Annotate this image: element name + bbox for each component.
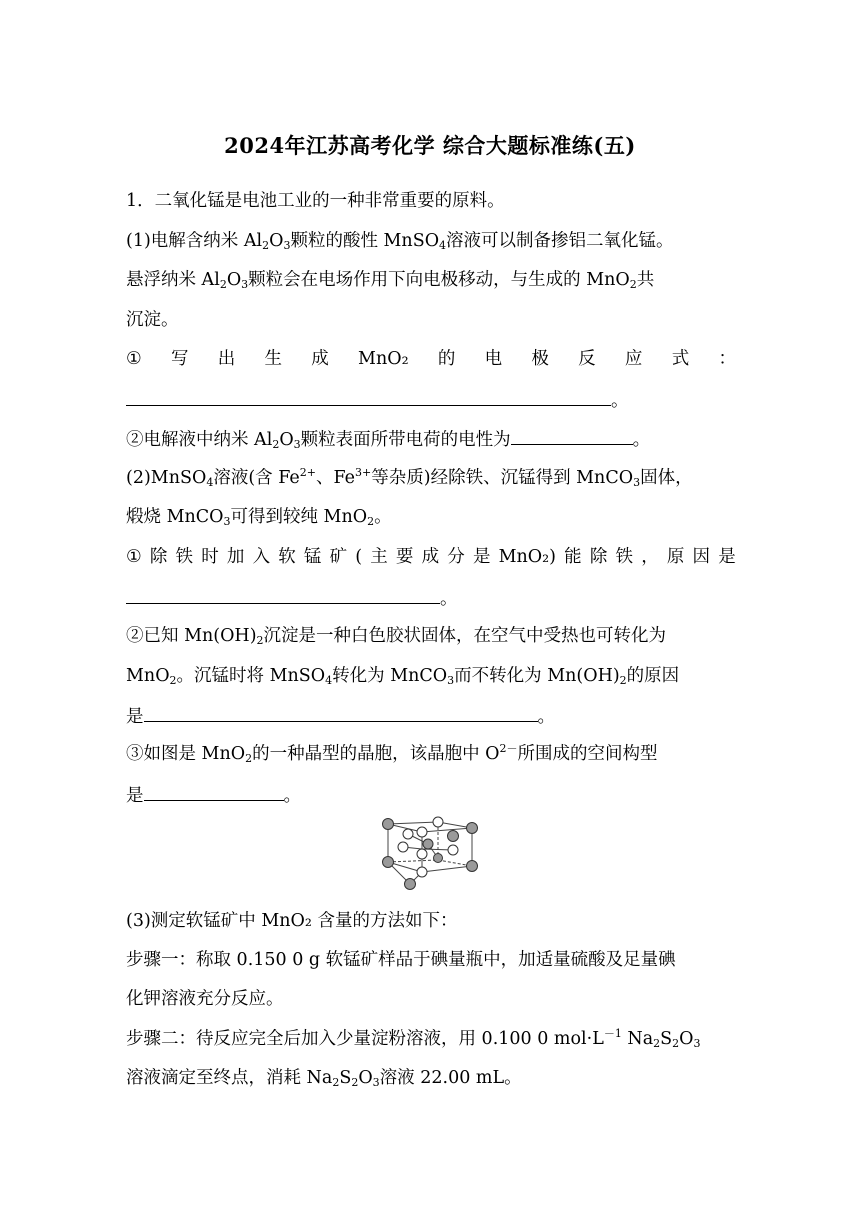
prompt-char: 电: [484, 349, 503, 369]
paragraph-suspension: 悬浮纳米 $Al_2O_3$颗粒会在电场作用下向电极移动，与生成的 MnO$_2$共: [126, 270, 655, 291]
answer-blank[interactable]: [511, 426, 633, 445]
prompt-char: 入: [252, 547, 271, 567]
prompt-char: ①: [126, 349, 142, 369]
o-atom: [398, 842, 408, 852]
prompt-char: 加: [226, 547, 245, 567]
prompt-char: 铁: [615, 547, 634, 567]
prompt-char: 极: [531, 349, 549, 369]
prompt-char: 的: [437, 349, 456, 369]
prompt-char: 时: [201, 547, 219, 567]
prompt-char: 软: [278, 547, 296, 567]
prompt-char: 生: [264, 349, 282, 369]
o-atom: [448, 845, 458, 855]
step-1: 步骤一：称取 0.150 0 g 软锰矿样品于碘量瓶中，加适量硫酸及足量碘: [126, 950, 676, 970]
question-1-2: ②电解液中纳米 $Al_2O_3$颗粒表面所带电荷的电性为 。: [126, 426, 736, 452]
prompt-char: 锰: [303, 547, 322, 567]
answer-blank[interactable]: [126, 585, 440, 604]
prompt-char: 矿: [329, 547, 348, 567]
prompt-char: 除: [149, 547, 168, 567]
o-atom: [417, 827, 427, 837]
question-1-1-prompt: [126, 347, 736, 371]
question-2-1-prompt: [126, 545, 736, 569]
prompt-char: MnO₂): [498, 547, 556, 567]
prompt-char: ①: [126, 547, 142, 567]
mn-atom: [467, 823, 478, 834]
step-2-cont: 溶液滴定至终点，消耗 $Na_2S_2O_3$溶液 22.00 mL。: [126, 1068, 522, 1089]
prompt-char: 因: [692, 547, 711, 567]
prompt-char: 铁: [175, 547, 194, 567]
question-3-intro: (3)测定软锰矿中 MnO₂ 含量的方法如下：: [126, 911, 458, 931]
prompt-char: 是: [472, 547, 491, 567]
question-2-2-cont: MnO$_2$。沉锰时将 MnSO$_4$转化为 MnCO$_3$而不转化为 $Mn(OH)_2$的原因: [126, 666, 680, 687]
answer-line-1-1: 。: [126, 387, 736, 413]
o-atom: [433, 817, 443, 827]
step-2: 步骤二：待反应完全后加入少量淀粉溶液，用 0.100 0 $mol\cdot L^{-1}$ $Na_2S_2O_3$: [126, 1027, 701, 1050]
answer-line-2-2: 是 。: [126, 703, 736, 729]
prompt-char: 除: [589, 547, 608, 567]
answer-line-2-1: 。: [126, 585, 736, 611]
mn-atom: [448, 831, 459, 842]
answer-line-2-3: 是 。: [126, 782, 736, 808]
prompt-char: 应: [624, 349, 643, 369]
paragraph-electrolysis: (1)电解含纳米 $Al_2O_3$颗粒的酸性 MnSO$_4$溶液可以制备掺铝二氧化锰。: [126, 231, 674, 252]
prompt-char: 分: [447, 547, 465, 567]
prompt-char: 是: [718, 547, 736, 567]
prompt-char: 能: [564, 547, 582, 567]
o-atom: [403, 829, 413, 839]
prompt-char: 出: [217, 349, 236, 369]
prompt-char: (: [355, 547, 363, 567]
step-1-cont: 化钾溶液充分反应。: [126, 989, 284, 1009]
answer-blank[interactable]: [144, 782, 284, 801]
prompt-char: 反: [578, 349, 596, 369]
answer-blank[interactable]: [144, 703, 538, 722]
paragraph-2-intro: (2)MnSO$_4$溶液(含 $Fe^{2+}$、$Fe^{3+}$等杂质)经除铁、沉锰得到 MnCO$_3$固体，: [126, 466, 693, 489]
mn-atom: [405, 879, 416, 890]
prompt-char: ：: [718, 349, 736, 369]
paragraph-calcination: 煅烧 MnCO$_3$可得到较纯 MnO$_2$。: [126, 507, 392, 528]
paragraph-precipitate: 沉淀。: [126, 310, 179, 330]
prompt-char: 成: [311, 349, 329, 369]
mn-atom: [383, 819, 394, 830]
question-2-2: ②已知 $Mn(OH)_2$沉淀是一种白色胶状固体，在空气中受热也可转化为: [126, 626, 667, 647]
mn-atom: [423, 839, 433, 849]
prompt-char: MnO₂: [358, 349, 409, 369]
o-atom: [417, 849, 427, 859]
page-title: 2024年江苏高考化学 综合大题标准练(五): [224, 133, 636, 158]
question-1-intro: 1．二氧化锰是电池工业的一种非常重要的原料。: [126, 191, 505, 211]
crystal-cell-diagram: [378, 814, 482, 892]
prompt-char: 成: [421, 547, 440, 567]
prompt-char: ，: [641, 547, 659, 567]
prompt-char: 原: [666, 547, 685, 567]
mn-atom: [383, 857, 394, 868]
answer-blank[interactable]: [126, 387, 611, 406]
prompt-char: 要: [395, 547, 414, 567]
mn-atom: [467, 861, 478, 872]
prompt-char: 写: [170, 349, 189, 369]
question-2-3: ③如图是 MnO$_2$的一种晶型的晶胞，该晶胞中 $O^{2-}$所围成的空间构型: [126, 742, 658, 765]
prompt-char: 式: [671, 349, 690, 369]
prompt-char: 主: [370, 547, 388, 567]
o-atom: [417, 867, 427, 877]
mn-atom: [434, 854, 443, 863]
